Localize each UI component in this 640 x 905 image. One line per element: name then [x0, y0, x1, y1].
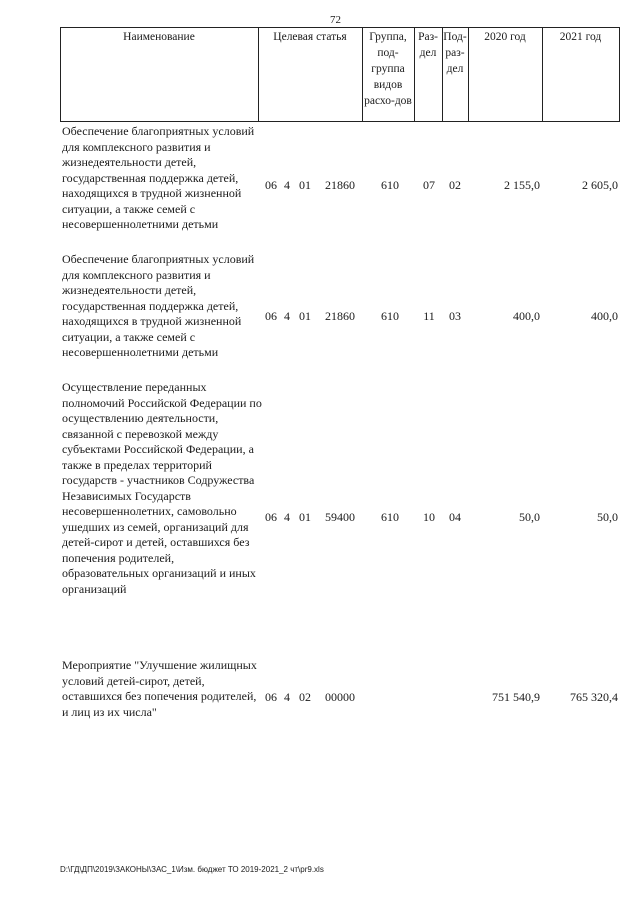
row-code-direction: 00000 — [325, 690, 355, 704]
table-row — [60, 252, 620, 377]
row-code-subprogram: 01 — [299, 178, 311, 192]
row-value-2020: 400,0 — [513, 309, 540, 323]
header-divider — [619, 27, 620, 122]
row-subsection: 04 — [449, 510, 461, 524]
table-header — [60, 27, 620, 122]
row-name: Обеспечение благоприятных условий для комплексного развития и жизнедеятельности детей, государственная поддержка детей, находящихся в трудной жизненной ситуации, а также семей с несовершеннолетними детьми — [62, 124, 255, 231]
row-code-subprogram: 02 — [299, 690, 311, 704]
footer-file-path: D:\ГД\ДП\2019\ЗАКОНЫ\ЗАС_1\Изм. бюджет ТО 2019-2021_2 чт\pr9.xls — [60, 865, 324, 874]
row-code-type: 4 — [284, 309, 290, 323]
row-section: 10 — [423, 510, 435, 524]
row-section: 07 — [423, 178, 435, 192]
row-code-type: 4 — [284, 690, 290, 704]
row-group: 610 — [381, 510, 399, 524]
row-name: Осуществление переданных полномочий Российской Федерации по осуществлению деятельности, связанной с перевозкой между субъектами Российской Федерации, а также в пределах территорий государств - участников Содружества Независимых Государств несовершеннолетних, самовольно ушедших из семей, организаций для детей-сирот и детей, оставшихся без попечения родителей, образовательных организаций и иных организаций — [62, 380, 262, 596]
table-row — [60, 124, 620, 249]
row-code-subprogram: 01 — [299, 309, 311, 323]
header-year-2021: 2021 год — [559, 31, 602, 43]
row-group: 610 — [381, 309, 399, 323]
header-target-article: Целевая статья — [273, 31, 347, 43]
row-name: Мероприятие "Улучшение жилищных условий детей-сирот, детей, оставшихся без попечения родителей, и лиц из их числа" — [62, 658, 257, 719]
row-group: 610 — [381, 178, 399, 192]
row-subsection: 03 — [449, 309, 461, 323]
row-value-2020: 50,0 — [519, 510, 540, 524]
header-bottom-border — [60, 121, 620, 122]
row-value-2020: 751 540,9 — [492, 690, 540, 704]
row-code-subprogram: 01 — [299, 510, 311, 524]
row-code-program: 06 — [265, 178, 277, 192]
header-section: Раз-дел — [418, 31, 438, 59]
row-code-type: 4 — [284, 510, 290, 524]
row-value-2021: 50,0 — [597, 510, 618, 524]
table-row — [60, 658, 620, 748]
header-group: Группа, под-группа видов расхо-дов — [364, 31, 412, 107]
row-code-type: 4 — [284, 178, 290, 192]
row-section: 11 — [423, 309, 435, 323]
row-value-2021: 765 320,4 — [570, 690, 618, 704]
row-code-program: 06 — [265, 510, 277, 524]
row-value-2021: 2 605,0 — [582, 178, 618, 192]
header-name: Наименование — [123, 31, 195, 43]
header-subsection: Под-раз-дел — [443, 31, 467, 75]
row-name: Обеспечение благоприятных условий для комплексного развития и жизнедеятельности детей, государственная поддержка детей, находящихся в трудной жизненной ситуации, а также семей с несовершеннолетними детьми — [62, 252, 255, 359]
row-code-direction: 21860 — [325, 178, 355, 192]
row-code-direction: 59400 — [325, 510, 355, 524]
header-divider — [362, 27, 363, 122]
row-value-2020: 2 155,0 — [504, 178, 540, 192]
row-code-program: 06 — [265, 690, 277, 704]
row-code-program: 06 — [265, 309, 277, 323]
row-code-direction: 21860 — [325, 309, 355, 323]
table-row — [60, 380, 620, 630]
row-value-2021: 400,0 — [591, 309, 618, 323]
header-top-border — [60, 27, 620, 28]
page-number: 72 — [330, 14, 341, 26]
header-year-2020: 2020 год — [484, 31, 526, 43]
row-subsection: 02 — [449, 178, 461, 192]
